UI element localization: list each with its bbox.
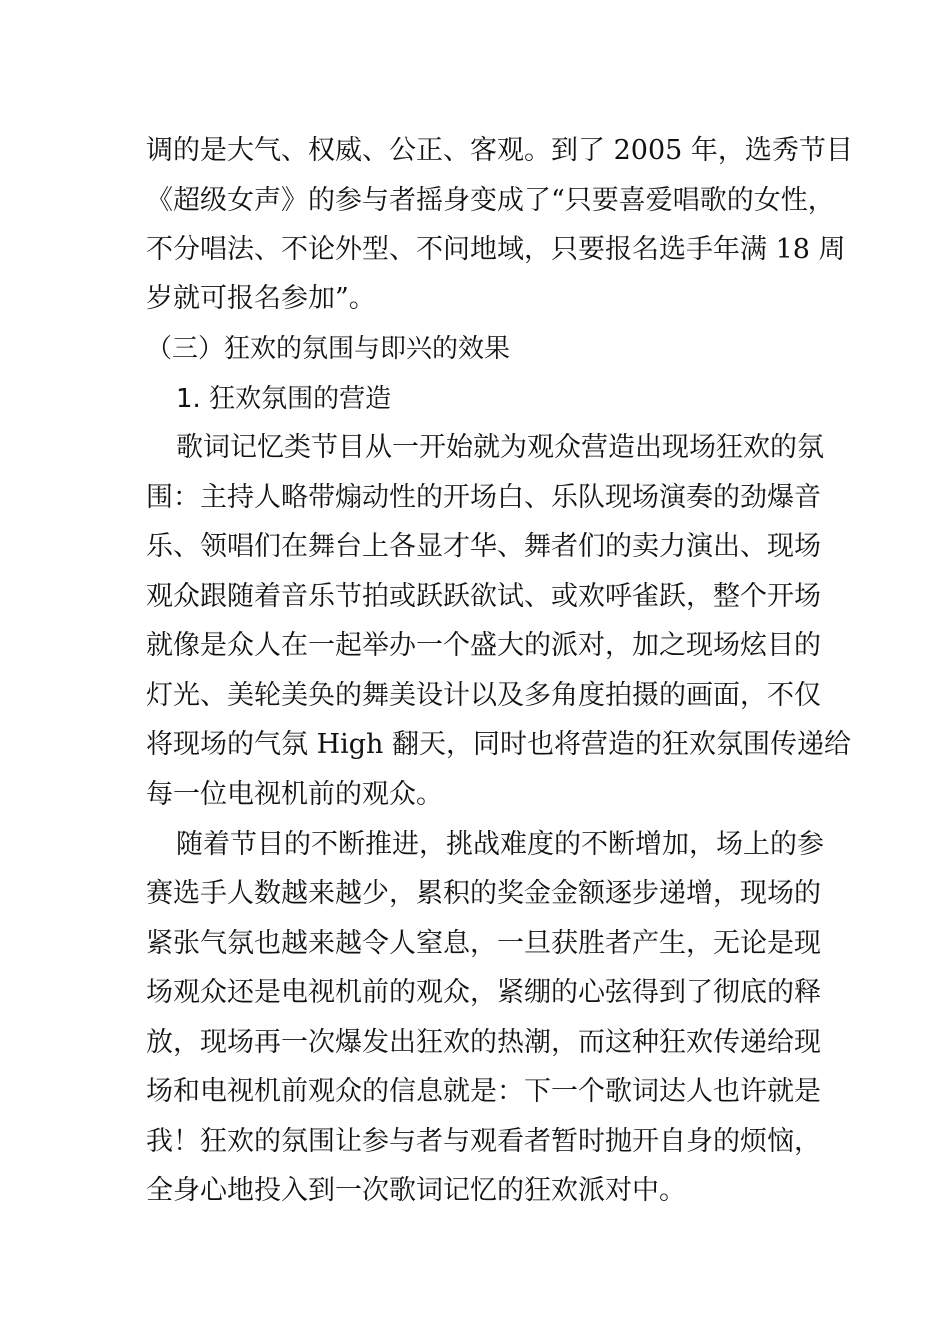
paragraph-2-line-3: 乐、领唱们在舞台上各显才华、舞者们的卖力演出、现场 (146, 531, 821, 562)
paragraph-2-line-7: 将现场的气氛 High 翻天，同时也将营造的狂欢氛围传递给 (146, 729, 852, 760)
paragraph-3-line-6: 场和电视机前观众的信息就是：下一个歌词达人也许就是 (146, 1076, 821, 1107)
paragraph-3-line-8: 全身心地投入到一次歌词记忆的狂欢派对中。 (146, 1175, 686, 1206)
paragraph-3-line-3: 紧张气氛也越来越令人窒息，一旦获胜者产生，无论是现 (146, 928, 821, 959)
paragraph-3-line-1: 随着节目的不断推进，挑战难度的不断增加，场上的参 (176, 829, 824, 860)
paragraph-2-line-6: 灯光、美轮美奂的舞美设计以及多角度拍摄的画面，不仅 (146, 680, 821, 711)
paragraph-2-line-8: 每一位电视机前的观众。 (146, 779, 443, 810)
paragraph-3-line-7: 我！狂欢的氛围让参与者与观看者暂时抛开自身的烦恼， (146, 1126, 821, 1157)
paragraph-2-line-1: 歌词记忆类节目从一开始就为观众营造出现场狂欢的氛 (176, 432, 824, 463)
paragraph-1-line-2: 《超级女声》的参与者摇身变成了“只要喜爱唱歌的女性， (146, 185, 835, 216)
paragraph-3-line-4: 场观众还是电视机前的观众，紧绷的心弦得到了彻底的释 (146, 977, 821, 1008)
paragraph-1-line-1: 调的是大气、权威、公正、客观。到了 2005 年，选秀节目 (146, 135, 853, 166)
paragraph-2-line-4: 观众跟随着音乐节拍或跃跃欲试、或欢呼雀跃，整个开场 (146, 581, 821, 612)
paragraph-3-line-2: 赛选手人数越来越少，累积的奖金金额逐步递增，现场的 (146, 878, 821, 909)
subsection-heading: 1. 狂欢氛围的营造 (176, 384, 392, 414)
paragraph-2-line-2: 围：主持人略带煽动性的开场白、乐队现场演奏的劲爆音 (146, 482, 821, 513)
paragraph-2-line-5: 就像是众人在一起举办一个盛大的派对，加之现场炫目的 (146, 630, 821, 661)
paragraph-3-line-5: 放，现场再一次爆发出狂欢的热潮，而这种狂欢传递给现 (146, 1027, 821, 1058)
section-heading: （三）狂欢的氛围与即兴的效果 (146, 334, 511, 364)
paragraph-1-line-4: 岁就可报名参加”。 (146, 283, 376, 314)
paragraph-1-line-3: 不分唱法、不论外型、不问地域，只要报名选手年满 18 周 (146, 234, 846, 265)
